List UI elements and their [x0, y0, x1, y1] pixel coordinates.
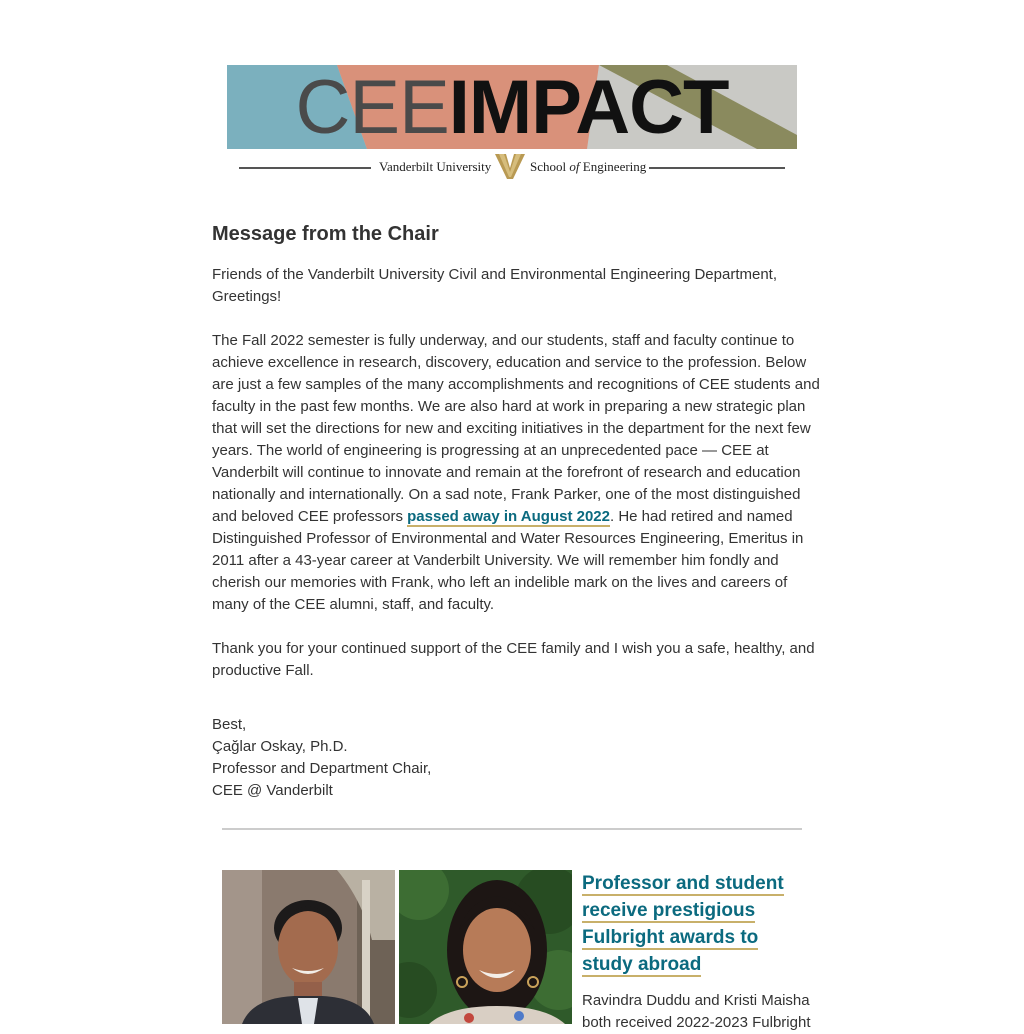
vanderbilt-v-logo-icon — [495, 152, 525, 180]
banner-title-cee: CEE — [295, 65, 449, 149]
university-bar — [239, 152, 785, 182]
chair-greeting — [212, 264, 820, 308]
chair-signoff — [212, 714, 820, 802]
signoff-title: Professor and Department Chair, — [212, 760, 432, 777]
university-name: Vanderbilt University — [379, 159, 492, 174]
school-of: of — [569, 159, 580, 174]
right-rule — [649, 167, 785, 169]
signoff-name: Çağlar Oskay, Ph.D. — [212, 738, 348, 755]
school-prefix: School — [530, 159, 567, 174]
story-summary: Ravindra Duddu and Kristi Maisha both received 2022-2023 Fulbright — [582, 992, 811, 1031]
greeting-line-1: Friends of the Vanderbilt University Civil and Environmental Engineering Department, — [212, 266, 777, 283]
passed-away-link[interactable]: passed away in August 2022 — [407, 508, 610, 525]
portrait-woman-image — [399, 870, 572, 1024]
photo-ravindra-duddu[interactable] — [222, 870, 395, 1024]
story-title-link[interactable]: Professor and student receive prestigious Fulbright awards to study abroad — [582, 873, 784, 975]
chair-body-part2: . He had retired and named Distinguished Professor of Environmental and Water Resources Engineering, Emeritus in 2011 after a 43-year career at Vanderbilt University. We will remember him fondly and cherish our memories with Frank, who left an indelible mark on the lives and careers of many of the CEE alumni, staff, and faculty. — [212, 508, 804, 613]
banner-title-impact: IMPACT — [448, 65, 729, 149]
banner-title — [227, 65, 797, 149]
chair-heading: Message from the Chair — [212, 223, 439, 245]
chair-body-part1: The Fall 2022 semester is fully underway, and our students, staff and faculty continue to achieve excellence in research, discovery, education and service to the profession. Below are just a few samples of the many accomplishments and recognitions of CEE students and faculty in the past few months. We are also hard at work in preparing a new strategic plan that will set the directions for new and exciting initiatives in the department for the next few years. The world of engineering is progressing at an unprecedented pace — CEE at Vanderbilt will continue to innovate and remain at the forefront of research and education nationally and internationally. On a sad note, Frank Parker, one of the most distinguished and beloved CEE professors — [212, 332, 820, 525]
portrait-man-image — [222, 870, 395, 1024]
chair-body — [212, 330, 820, 616]
school-suffix: Engineering — [582, 159, 647, 174]
signoff-dept: CEE @ Vanderbilt — [212, 782, 333, 799]
signoff-best: Best, — [212, 716, 247, 733]
greeting-line-2: Greetings! — [212, 288, 282, 305]
school-name — [530, 159, 646, 175]
featured-story — [582, 870, 814, 1034]
left-rule — [239, 167, 371, 169]
section-divider — [222, 828, 802, 830]
chair-thanks: Thank you for your continued support of the CEE family and I wish you a safe, healthy, and productive Fall. — [212, 640, 815, 679]
story-heading — [582, 870, 814, 978]
chair-message — [212, 218, 820, 824]
photo-kristi-maisha[interactable] — [399, 870, 572, 1024]
cee-impact-banner — [227, 65, 797, 149]
